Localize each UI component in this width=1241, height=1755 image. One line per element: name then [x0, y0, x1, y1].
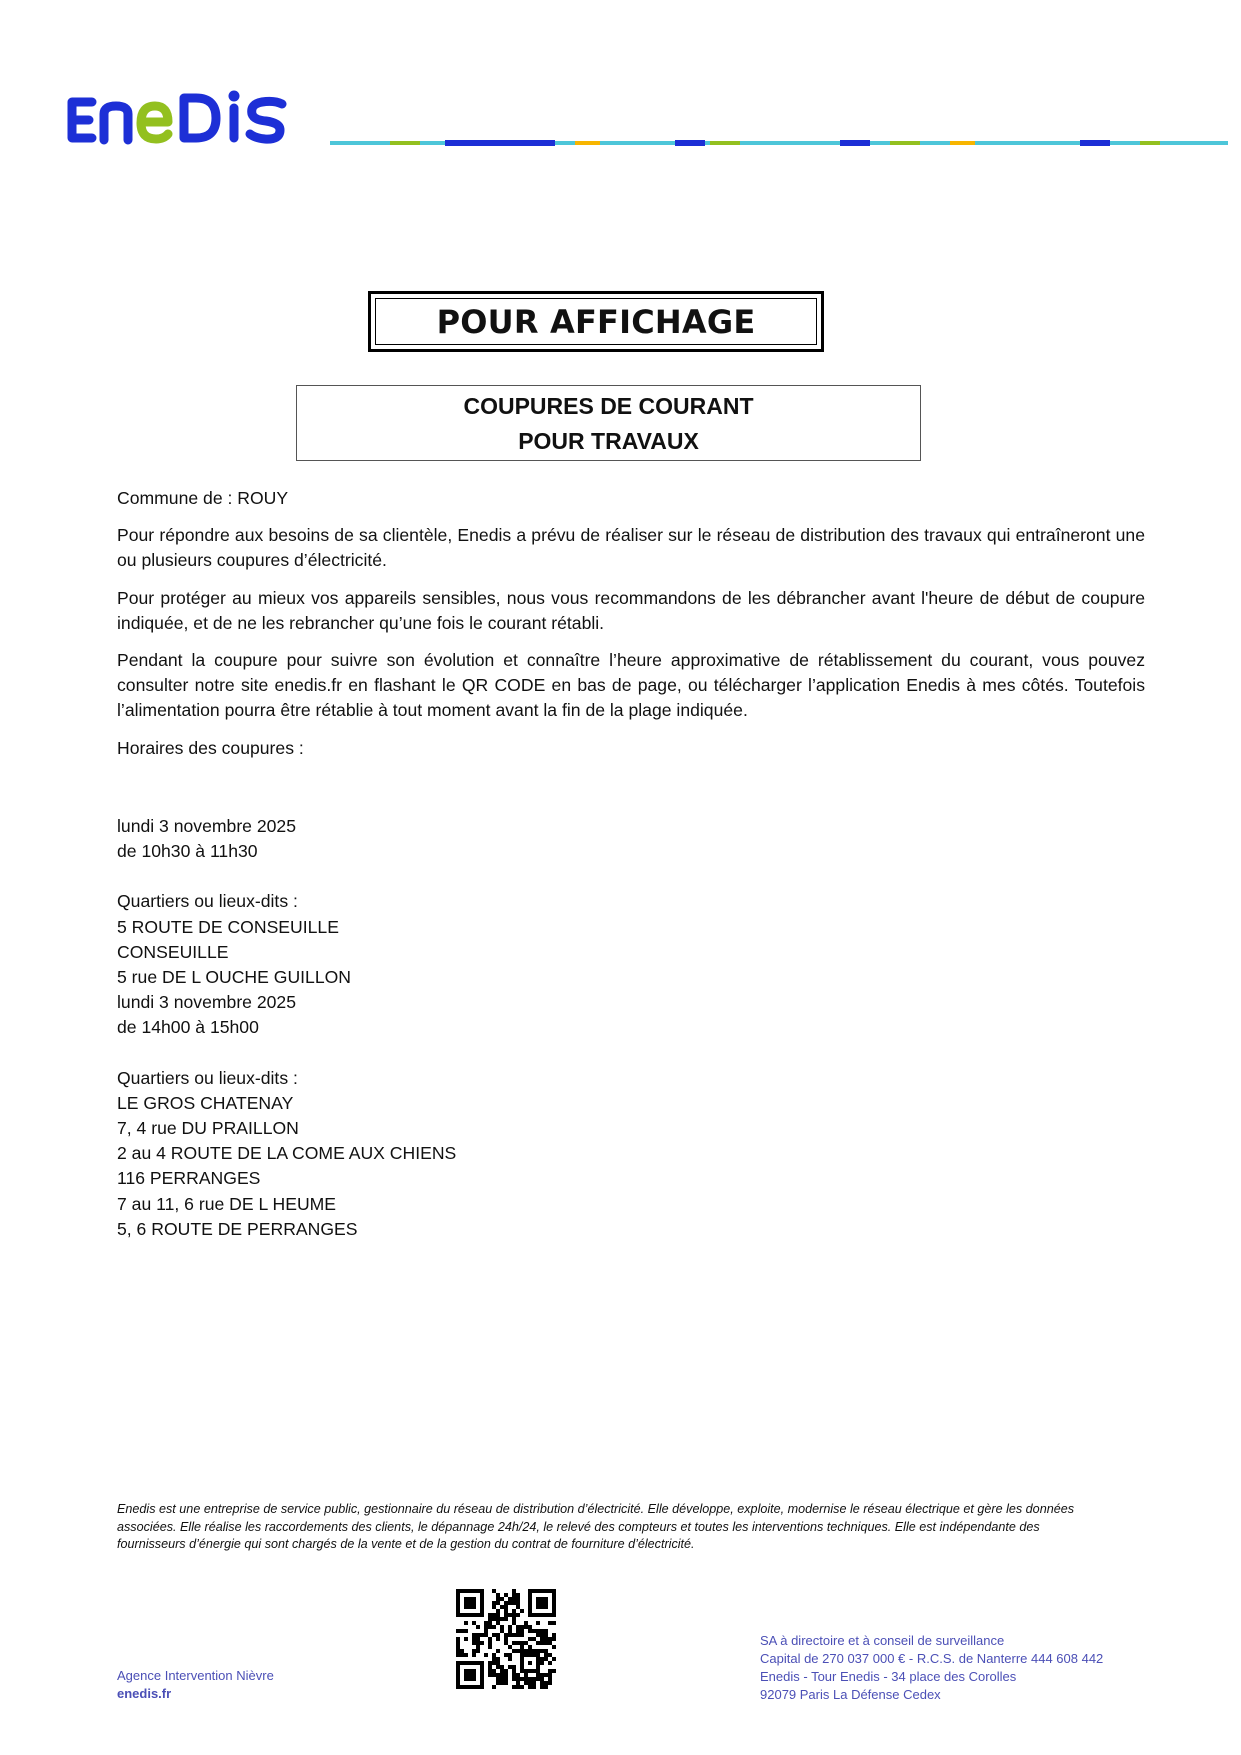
subject-line-2: POUR TRAVAUX	[518, 428, 699, 454]
legal-notice: Enedis est une entreprise de service public, gestionnaire du réseau de distribution d’électricité. Elle développe, exploite, modernise le réseau électrique et gère les données associées. Elle réalise les raccordements des clients, le dépannage 24h/24, le relevé des compteurs et toutes les interventions techniques. Elle est indépendante des fournisseurs d’énergie qui sont chargés de la vente et de la gestion du contrat de fourniture d’électricité.	[117, 1502, 1075, 1551]
brand-stripe	[330, 140, 1228, 146]
company-line: SA à directoire et à conseil de surveillance	[760, 1633, 1005, 1648]
schedule-line: Quartiers ou lieux-dits :	[117, 891, 298, 912]
website-link[interactable]: enedis.fr	[117, 1686, 172, 1701]
schedule-line: lundi 3 novembre 2025	[117, 992, 296, 1013]
company-info	[760, 1632, 1103, 1704]
schedule-line: 5, 6 ROUTE DE PERRANGES	[117, 1218, 358, 1239]
agency-name: Agence Intervention Nièvre	[117, 1668, 274, 1683]
enedis-logo	[62, 90, 322, 150]
subject-box	[296, 385, 921, 461]
schedule-list	[117, 814, 717, 1242]
schedule-line: 7 au 11, 6 rue DE L HEUME	[117, 1193, 337, 1214]
schedule-line: de 14h00 à 15h00	[117, 1017, 259, 1038]
qr-code[interactable]	[456, 1589, 556, 1689]
paragraph-follow-up: Pendant la coupure pour suivre son évolution et connaître l’heure approximative de rétablissement du courant, vous pouvez consulter notre site enedis.fr en flashant le QR CODE en bas de page, ou télécharger l’application Enedis à mes côtés. Toutefois l’alimentation pourra être rétablie à tout moment avant la fin de la plage indiquée.	[117, 650, 1145, 721]
schedule-line: 5 rue DE L OUCHE GUILLON	[117, 967, 352, 988]
schedule-spacer	[117, 1041, 717, 1066]
agency-block	[117, 1667, 274, 1703]
notice-title-box	[368, 291, 824, 352]
schedule-line: lundi 3 novembre 2025	[117, 816, 296, 836]
commune-line: Commune de : ROUY	[117, 488, 289, 508]
schedule-line: 7, 4 rue DU PRAILLON	[117, 1118, 299, 1139]
schedule-line: CONSEUILLE	[117, 941, 229, 962]
schedule-spacer	[117, 864, 717, 889]
schedule-line: de 10h30 à 11h30	[117, 841, 258, 862]
schedule-line: 5 ROUTE DE CONSEUILLE	[117, 916, 339, 937]
company-line: Capital de 270 037 000 € - R.C.S. de Nanterre 444 608 442	[760, 1651, 1104, 1666]
subject-line-1: COUPURES DE COURANT	[463, 393, 754, 419]
company-line: Enedis - Tour Enedis - 34 place des Corolles	[760, 1669, 1017, 1684]
notice-title: POUR AFFICHAGE	[375, 298, 817, 345]
paragraph-clientele: Pour répondre aux besoins de sa clientèle, Enedis a prévu de réaliser sur le réseau de distribution des travaux qui entraîneront une ou plusieurs coupures d’électricité.	[117, 525, 1145, 571]
schedule-heading: Horaires des coupures :	[117, 737, 304, 758]
schedule-line: 2 au 4 ROUTE DE LA COME AUX CHIENS	[117, 1143, 457, 1164]
schedule-line: 116 PERRANGES	[117, 1168, 261, 1189]
paragraph-protection: Pour protéger au mieux vos appareils sensibles, nous vous recommandons de les débrancher avant l'heure de début de coupure indiquée, et de ne les rebrancher qu’une fois le courant rétabli.	[117, 587, 1145, 633]
notice-body	[117, 486, 1145, 773]
schedule-line: LE GROS CHATENAY	[117, 1092, 294, 1113]
schedule-line: Quartiers ou lieux-dits :	[117, 1067, 298, 1088]
company-line: 92079 Paris La Défense Cedex	[760, 1687, 941, 1702]
